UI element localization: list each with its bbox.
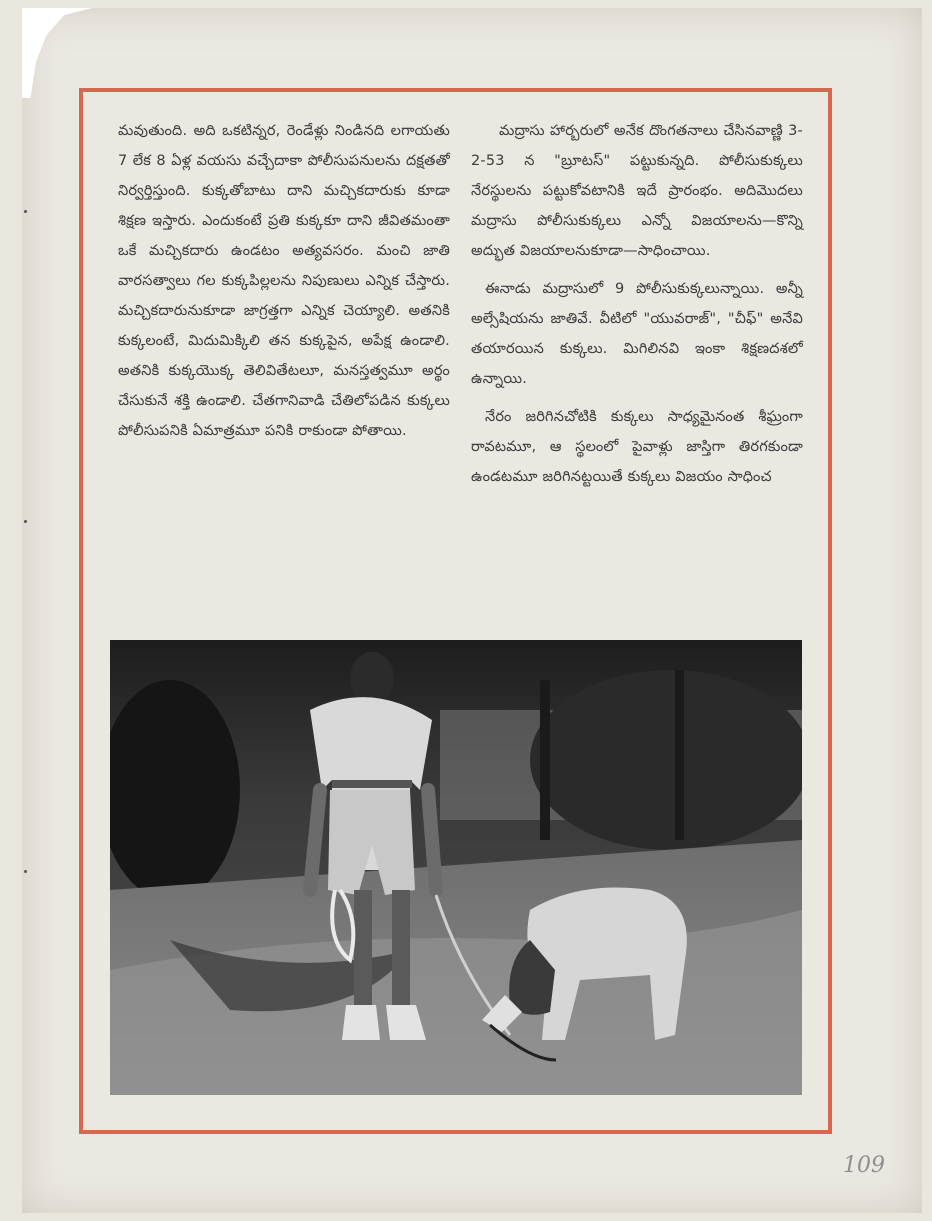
margin-mark [24, 210, 27, 213]
margin-mark [24, 520, 27, 523]
page-number: 109 [843, 1153, 885, 1178]
left-column [118, 116, 450, 446]
photo-handler-with-dog [110, 640, 802, 1095]
photo-illustration [110, 640, 802, 1095]
right-column [471, 116, 803, 492]
right-paragraph-2: ఈనాడు మద్రాసులో 9 పోలీసుకుక్కలున్నాయి. అన్నీ అల్సేషియను జాతివే. వీటిలో "యువరాజ్", "చీఫ్" అనేవి తయారయిన కుక్కలు. మిగిలినవి ఇంకా శిక్షణదశలో ఉన్నాయి. [471, 281, 803, 387]
right-paragraph-1: మద్రాసు హార్బరులో అనేక దొంగతనాలు చేసినవాణ్ణి 3-2-53 న "బ్రూటస్" పట్టుకున్నది. పోలీసుకుక్కలు నేరస్థులను పట్టుకోవటానికి ఇదే ప్రారంభం. అదిమొదలు మద్రాసు పోలీసుకుక్కలు ఎన్నో విజయాలను—కొన్ని అద్భుత విజయాలనుకూడా—సాధించాయి. [471, 123, 803, 259]
margin-mark [24, 870, 27, 873]
right-paragraph-3: నేరం జరిగినచోటికి కుక్కలు సాధ్యమైనంత శీఘ్రంగా రావటమూ, ఆ స్థలంలో పైవాళ్లు జాస్తిగా తిరగకుండా ఉండటమూ జరిగినట్టయితే కుక్కలు విజయం సాధించ [471, 409, 803, 485]
left-paragraph: మవుతుంది. అది ఒకటిన్నర, రెండేళ్లు నిండినది లగాయతు 7 లేక 8 ఏళ్ల వయసు వచ్చేదాకా పోలీసుపనులను దక్షతతో నిర్వర్తిస్తుంది. కుక్కతోబాటు దాని మచ్చికదారుకు కూడా శిక్షణ ఇస్తారు. ఎందుకంటే ప్రతి కుక్కకూ దాని జీవితమంతా ఒకే మచ్చికదారు ఉండటం అత్యవసరం. మంచి జాతి వారసత్వాలు గల కుక్కపిల్లలను నిపుణులు ఎన్నిక చేస్తారు. మచ్చికదారునుకూడా జాగ్రత్తగా ఎన్నిక చెయ్యాలి. అతనికి కుక్కలంటే, మిదుమిక్కిలి తన కుక్కపైన, అపేక్ష ఉండాలి. అతనికి కుక్కయొక్క తెలివితేటలూ, మనస్తత్వమూ అర్థం చేసుకునే శక్తి ఉండాలి. చేతగానివాడి చేతిలోపడిన కుక్కలు పోలీసుపనికి ఏమాత్రమూ పనికి రాకుండా పోతాయి. [118, 123, 450, 439]
